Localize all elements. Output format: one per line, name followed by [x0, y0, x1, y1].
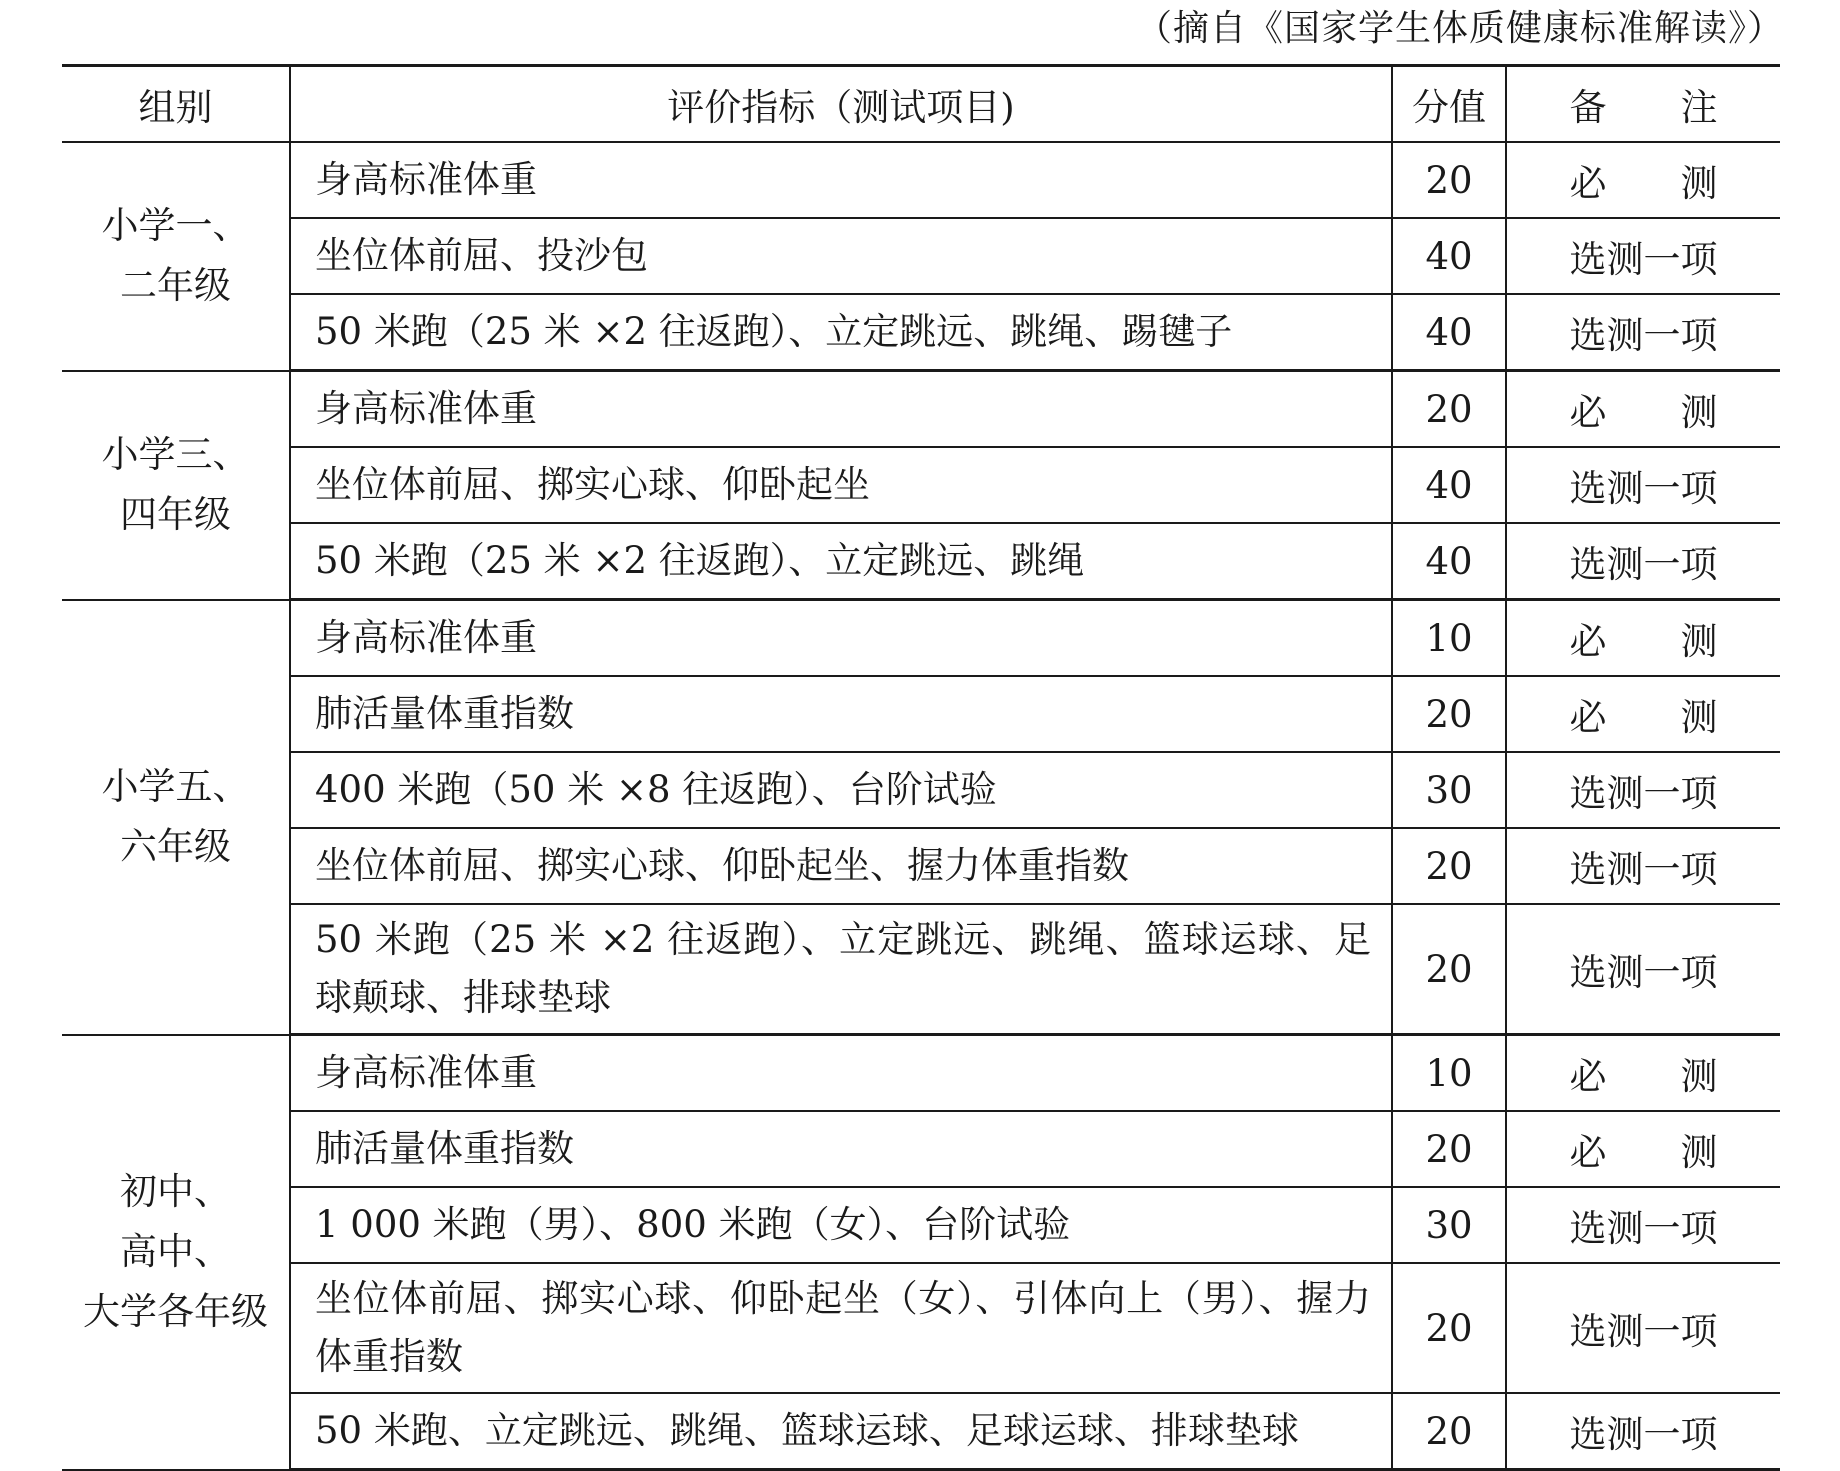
score-cell: 20 — [1392, 1111, 1506, 1187]
table-row — [62, 676, 1780, 752]
note-cell: 选测一项 — [1506, 752, 1780, 828]
indicator-cell: 身高标准体重 — [290, 600, 1392, 677]
note-cell: 选测一项 — [1506, 1393, 1780, 1470]
indicator-cell: 50 米跑、立定跳远、跳绳、篮球运球、足球运球、排球垫球 — [290, 1393, 1392, 1470]
indicator-cell: 肺活量体重指数 — [290, 676, 1392, 752]
indicator-cell: 身高标准体重 — [290, 1035, 1392, 1112]
indicator-cell: 50 米跑（25 米 ×2 往返跑）、立定跳远、跳绳 — [290, 523, 1392, 600]
score-cell: 20 — [1392, 142, 1506, 218]
score-cell: 20 — [1392, 676, 1506, 752]
indicator-cell: 400 米跑（50 米 ×8 往返跑）、台阶试验 — [290, 752, 1392, 828]
table-body — [62, 142, 1780, 1470]
table-row — [62, 752, 1780, 828]
table-row — [62, 218, 1780, 294]
table-row — [62, 904, 1780, 1035]
score-cell: 40 — [1392, 218, 1506, 294]
table-row — [62, 1035, 1780, 1112]
note-cell: 选测一项 — [1506, 523, 1780, 600]
group-cell: 小学三、 四年级 — [62, 371, 290, 600]
group-cell: 初中、 高中、 大学各年级 — [62, 1035, 290, 1470]
header-score: 分值 — [1392, 66, 1506, 143]
table-row — [62, 1263, 1780, 1393]
header-note: 备 注 — [1506, 66, 1780, 143]
table-row — [62, 1393, 1780, 1470]
score-cell: 20 — [1392, 371, 1506, 448]
note-cell: 选测一项 — [1506, 447, 1780, 523]
score-cell: 30 — [1392, 1187, 1506, 1263]
note-cell: 必 测 — [1506, 371, 1780, 448]
score-cell: 20 — [1392, 828, 1506, 904]
indicator-cell: 1 000 米跑（男）、800 米跑（女）、台阶试验 — [290, 1187, 1392, 1263]
indicator-cell: 坐位体前屈、掷实心球、仰卧起坐（女）、引体向上（男）、握力体重指数 — [290, 1263, 1392, 1393]
group-cell: 小学五、 六年级 — [62, 600, 290, 1035]
source-note: （摘自《国家学生体质健康标准解读》） — [1135, 8, 1784, 49]
score-cell: 40 — [1392, 523, 1506, 600]
fitness-standard-table — [62, 64, 1780, 1471]
indicator-cell: 50 米跑（25 米 ×2 往返跑）、立定跳远、跳绳、踢毽子 — [290, 294, 1392, 371]
header-indicator: 评价指标（测试项目) — [290, 66, 1392, 143]
table-row — [62, 523, 1780, 600]
score-cell: 30 — [1392, 752, 1506, 828]
indicator-cell: 50 米跑（25 米 ×2 往返跑）、立定跳远、跳绳、篮球运球、足球颠球、排球垫球 — [290, 904, 1392, 1035]
note-cell: 选测一项 — [1506, 1263, 1780, 1393]
score-cell: 20 — [1392, 1263, 1506, 1393]
indicator-cell: 坐位体前屈、掷实心球、仰卧起坐、握力体重指数 — [290, 828, 1392, 904]
indicator-cell: 坐位体前屈、掷实心球、仰卧起坐 — [290, 447, 1392, 523]
indicator-cell: 身高标准体重 — [290, 142, 1392, 218]
table-header-row — [62, 66, 1780, 143]
note-cell: 选测一项 — [1506, 218, 1780, 294]
note-cell: 必 测 — [1506, 1111, 1780, 1187]
note-cell: 选测一项 — [1506, 1187, 1780, 1263]
indicator-cell: 肺活量体重指数 — [290, 1111, 1392, 1187]
table-row — [62, 142, 1780, 218]
table-row — [62, 447, 1780, 523]
score-cell: 20 — [1392, 904, 1506, 1035]
table-row — [62, 600, 1780, 677]
table-row — [62, 294, 1780, 371]
score-cell: 40 — [1392, 294, 1506, 371]
score-cell: 40 — [1392, 447, 1506, 523]
note-cell: 必 测 — [1506, 1035, 1780, 1112]
note-cell: 选测一项 — [1506, 828, 1780, 904]
note-cell: 选测一项 — [1506, 904, 1780, 1035]
score-cell: 20 — [1392, 1393, 1506, 1470]
indicator-cell: 身高标准体重 — [290, 371, 1392, 448]
table-row — [62, 1187, 1780, 1263]
table-row — [62, 828, 1780, 904]
score-cell: 10 — [1392, 1035, 1506, 1112]
group-cell: 小学一、 二年级 — [62, 142, 290, 371]
note-cell: 必 测 — [1506, 676, 1780, 752]
indicator-cell: 坐位体前屈、投沙包 — [290, 218, 1392, 294]
table-row — [62, 1111, 1780, 1187]
note-cell: 选测一项 — [1506, 294, 1780, 371]
score-cell: 10 — [1392, 600, 1506, 677]
table-row — [62, 371, 1780, 448]
note-cell: 必 测 — [1506, 142, 1780, 218]
note-cell: 必 测 — [1506, 600, 1780, 677]
header-group: 组别 — [62, 66, 290, 143]
